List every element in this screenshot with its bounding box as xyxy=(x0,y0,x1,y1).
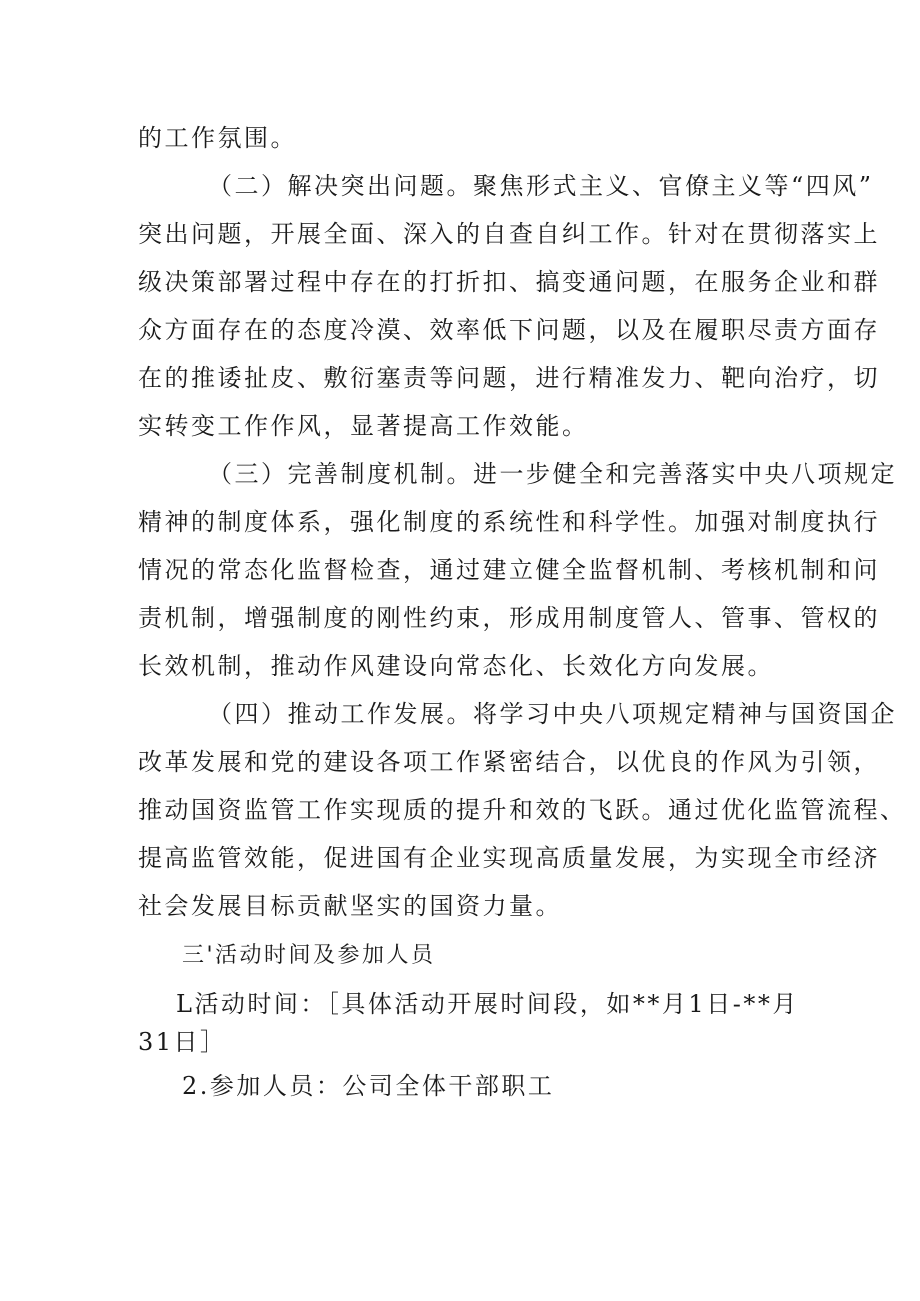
paragraph-line: 的工作氛围。 xyxy=(138,124,297,152)
list-item-continuation: 31日］ xyxy=(138,1028,227,1056)
paragraph-line: 社会发展目标贡献坚实的国资力量。 xyxy=(138,892,562,920)
paragraph-line: 级决策部署过程中存在的打折扣、搞变通问题，在服务企业和群 xyxy=(138,268,880,296)
paragraph-line: 推动国资监管工作实现质的提升和效的飞跃。通过优化监管流程、 xyxy=(138,796,907,824)
paragraph-line: 提高监管效能，促进国有企业实现高质量发展，为实现全市经济 xyxy=(138,844,880,872)
paragraph-line: 实转变工作作风，显著提高工作效能。 xyxy=(138,412,589,440)
paragraph-line: 长效机制，推动作风建设向常态化、长效化方向发展。 xyxy=(138,652,774,680)
paragraph-line: 改革发展和党的建设各项工作紧密结合，以优良的作风为引领， xyxy=(138,748,880,776)
paragraph-line: 情况的常态化监督检查，通过建立健全监督机制、考核机制和问 xyxy=(138,556,880,584)
list-item: L活动时间：［具体活动开展时间段，如**月1日-**月 xyxy=(176,990,799,1018)
paragraph-line: （四）推动工作发展。将学习中央八项规定精神与国资国企 xyxy=(208,700,897,728)
paragraph-line: 在的推诿扯皮、敷衍塞责等问题，进行精准发力、靶向治疗，切 xyxy=(138,364,880,392)
paragraph-line: 众方面存在的态度冷漠、效率低下问题，以及在履职尽责方面存 xyxy=(138,316,880,344)
paragraph-line: 精神的制度体系，强化制度的系统性和科学性。加强对制度执行 xyxy=(138,508,880,536)
paragraph-line: 责机制，增强制度的刚性约束，形成用制度管人、管事、管权的 xyxy=(138,604,880,632)
list-item: 2.参加人员：公司全体干部职工 xyxy=(182,1072,555,1100)
paragraph-line: （二）解决突出问题。聚焦形式主义、官僚主义等“四风” xyxy=(208,172,874,200)
paragraph-line: （三）完善制度机制。进一步健全和完善落实中央八项规定 xyxy=(208,460,897,488)
paragraph-line: 突出问题，开展全面、深入的自查自纠工作。针对在贯彻落实上 xyxy=(138,220,880,248)
section-heading: 三'活动时间及参加人员 xyxy=(182,943,436,968)
